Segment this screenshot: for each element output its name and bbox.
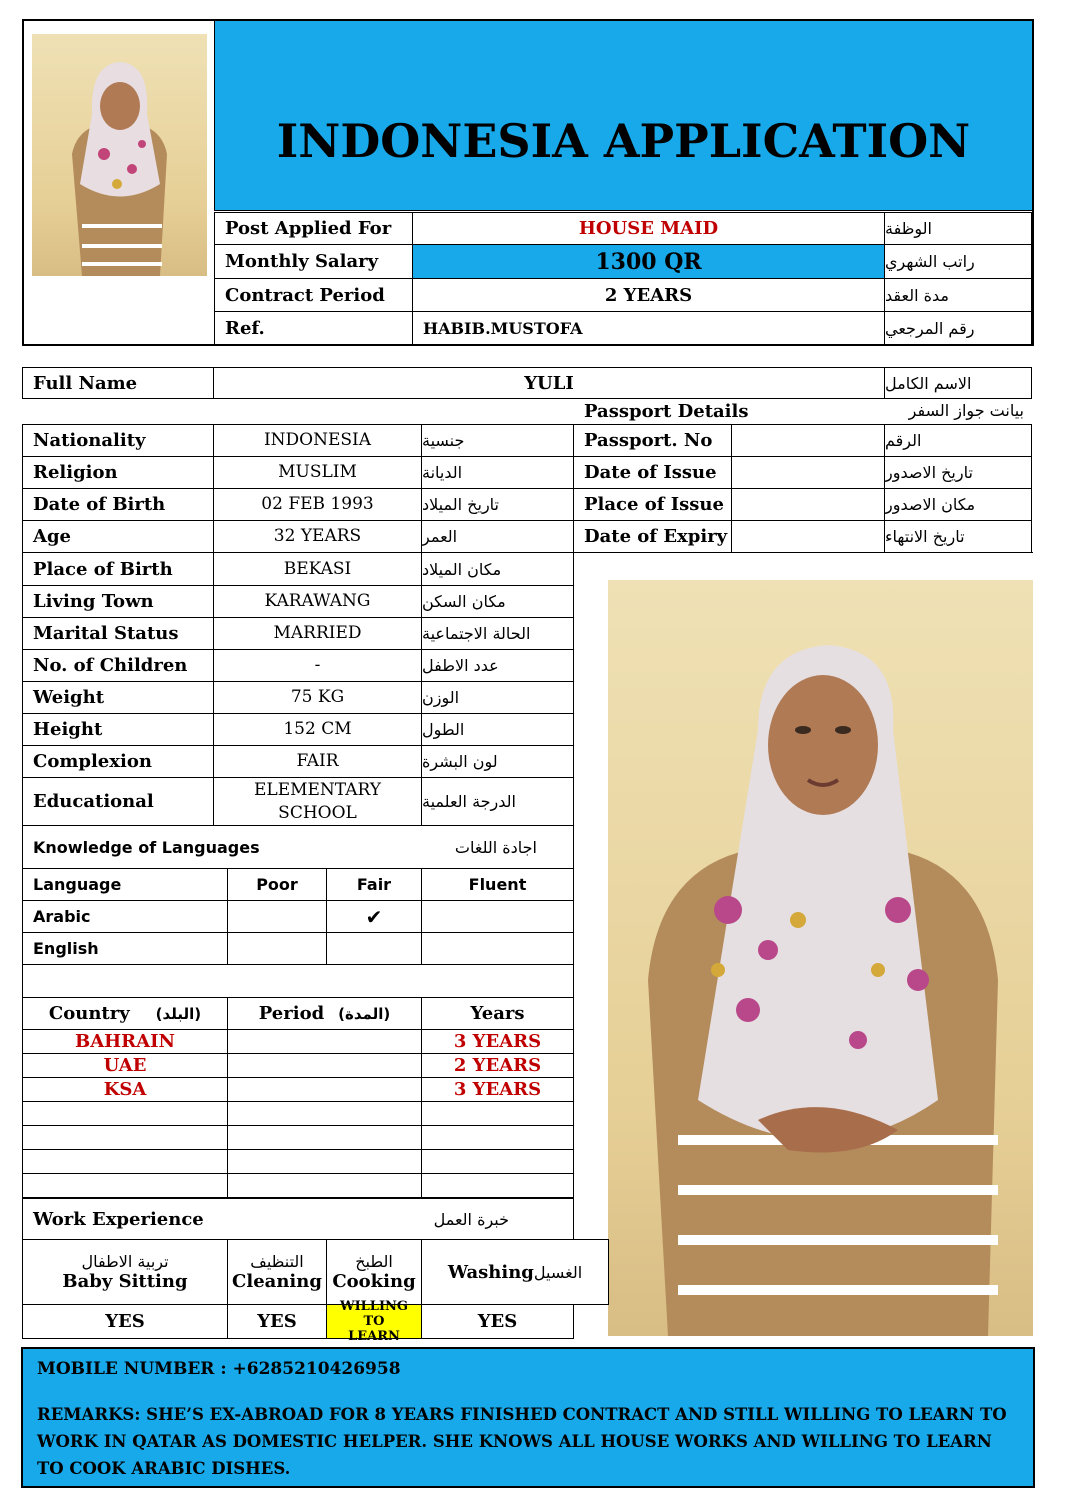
experience-empty-cell bbox=[421, 1101, 574, 1126]
personal-label-ar: الطول bbox=[421, 713, 574, 746]
personal-label: Nationality bbox=[22, 424, 214, 457]
passport-label-ar: مكان الاصدور bbox=[884, 488, 1032, 521]
work-skill-ar: الغسيل bbox=[533, 1262, 583, 1282]
experience-empty-cell bbox=[421, 1125, 574, 1150]
ref-value: HABIB.MUSTOFA bbox=[412, 311, 885, 346]
personal-label-ar: جنسية bbox=[421, 424, 574, 457]
work-skill-value: YES bbox=[421, 1304, 574, 1339]
work-skill-en: Cleaning bbox=[232, 1271, 322, 1292]
header-poor: Poor bbox=[227, 868, 327, 901]
period-header-label: Period bbox=[258, 1003, 325, 1024]
passport-label: Date of Expiry bbox=[573, 520, 732, 553]
personal-label-ar: الدرجة العلمية bbox=[421, 777, 574, 826]
personal-value: 75 KG bbox=[213, 681, 422, 714]
period-header-ar: (المدة) bbox=[338, 1004, 391, 1023]
page-title: INDONESIA APPLICATION bbox=[276, 113, 971, 168]
personal-label: No. of Children bbox=[22, 649, 214, 682]
personal-value: 32 YEARS bbox=[213, 520, 422, 553]
experience-empty-cell bbox=[22, 1149, 228, 1174]
experience-empty-cell bbox=[22, 1125, 228, 1150]
work-skill-value: YES bbox=[22, 1304, 228, 1339]
work-skill-header bbox=[326, 1239, 422, 1305]
language-poor bbox=[227, 900, 327, 933]
personal-value: MARRIED bbox=[213, 617, 422, 650]
experience-country: UAE bbox=[22, 1053, 228, 1078]
experience-period bbox=[227, 1077, 422, 1102]
work-skill-en: Baby Sitting bbox=[62, 1271, 188, 1292]
experience-country: BAHRAIN bbox=[22, 1029, 228, 1054]
personal-value: ELEMENTARY SCHOOL bbox=[213, 777, 422, 826]
personal-label-ar: لون البشرة bbox=[421, 745, 574, 778]
personal-label: Height bbox=[22, 713, 214, 746]
applicant-photo-large bbox=[608, 580, 1033, 1336]
header-fair: Fair bbox=[326, 868, 422, 901]
personal-label-ar: الوزن bbox=[421, 681, 574, 714]
personal-value: - bbox=[213, 649, 422, 682]
ref-label: Ref. bbox=[214, 311, 413, 346]
period-header bbox=[227, 997, 422, 1030]
experience-years: 2 YEARS bbox=[421, 1053, 574, 1078]
language-fair bbox=[326, 932, 422, 965]
passport-value bbox=[731, 424, 885, 457]
personal-label: Weight bbox=[22, 681, 214, 714]
salary-value: 1300 QR bbox=[412, 244, 885, 279]
personal-value: MUSLIM bbox=[213, 456, 422, 489]
languages-title-row bbox=[22, 825, 574, 869]
personal-value: BEKASI bbox=[213, 552, 422, 586]
experience-years: 3 YEARS bbox=[421, 1029, 574, 1054]
post-label: Post Applied For bbox=[214, 212, 413, 245]
contract-label: Contract Period bbox=[214, 278, 413, 312]
passport-label-ar: تاريخ الانتهاء bbox=[884, 520, 1032, 553]
personal-value: FAIR bbox=[213, 745, 422, 778]
personal-label-ar: العمر bbox=[421, 520, 574, 553]
language-name: Arabic bbox=[22, 900, 228, 933]
post-label-ar: الوظفة bbox=[884, 212, 1032, 245]
experience-period bbox=[227, 1029, 422, 1054]
country-header-ar: (البلد) bbox=[155, 1004, 202, 1023]
full-name-label: Full Name bbox=[22, 367, 214, 399]
work-title-row bbox=[22, 1198, 574, 1240]
ref-label-ar: رقم المرجعي bbox=[884, 311, 1032, 346]
personal-label: Living Town bbox=[22, 585, 214, 618]
personal-label: Marital Status bbox=[22, 617, 214, 650]
personal-label: Date of Birth bbox=[22, 488, 214, 521]
salary-label: Monthly Salary bbox=[214, 244, 413, 279]
personal-label-ar: الحالة الاجتماعية bbox=[421, 617, 574, 650]
passport-label-ar: تاريخ الاصدور bbox=[884, 456, 1032, 489]
work-title-ar: خبرة العمل bbox=[433, 1209, 509, 1229]
contract-label-ar: مدة العقد bbox=[884, 278, 1032, 312]
experience-empty-cell bbox=[227, 1101, 422, 1126]
mobile-number: MOBILE NUMBER : +6285210426958 bbox=[37, 1359, 401, 1379]
passport-value bbox=[731, 456, 885, 489]
header-language: Language bbox=[22, 868, 228, 901]
remarks-text: REMARKS: SHE’S EX-ABROAD FOR 8 YEARS FINISHED CONTRACT AND STILL WILLING TO LEARN TO WORK IN QATAR AS DOMESTIC HELPER. SHE KNOWS ALL HOUSE WORKS AND WILLING TO LEARN TO COOK ARABIC DISHES. bbox=[37, 1405, 1007, 1478]
personal-label: Educational bbox=[22, 777, 214, 826]
work-skill-header bbox=[227, 1239, 327, 1305]
work-skill-value: YES bbox=[227, 1304, 327, 1339]
personal-value: 02 FEB 1993 bbox=[213, 488, 422, 521]
work-skill-ar: التنظيف bbox=[250, 1252, 304, 1271]
work-skill-value: WILLING TO LEARN bbox=[326, 1304, 422, 1339]
language-fluent bbox=[421, 932, 574, 965]
experience-years: 3 YEARS bbox=[421, 1077, 574, 1102]
years-header: Years bbox=[421, 997, 574, 1030]
personal-value: 152 CM bbox=[213, 713, 422, 746]
passport-label-ar: الرقم bbox=[884, 424, 1032, 457]
passport-label: Place of Issue bbox=[573, 488, 732, 521]
language-name: English bbox=[22, 932, 228, 965]
language-fluent bbox=[421, 900, 574, 933]
contract-value: 2 YEARS bbox=[412, 278, 885, 312]
personal-label-ar: مكان السكن bbox=[421, 585, 574, 618]
passport-label: Passport. No bbox=[573, 424, 732, 457]
experience-period bbox=[227, 1053, 422, 1078]
header-fluent: Fluent bbox=[421, 868, 574, 901]
experience-empty-cell bbox=[22, 1173, 228, 1198]
personal-label-ar: تاريخ الميلاد bbox=[421, 488, 574, 521]
personal-label: Age bbox=[22, 520, 214, 553]
country-header bbox=[22, 997, 228, 1030]
work-skill-header bbox=[22, 1239, 228, 1305]
languages-title-ar: اجادة اللغات bbox=[454, 837, 537, 857]
passport-value bbox=[731, 488, 885, 521]
experience-empty-cell bbox=[227, 1125, 422, 1150]
personal-label: Religion bbox=[22, 456, 214, 489]
personal-label: Place of Birth bbox=[22, 552, 214, 586]
experience-empty-cell bbox=[227, 1149, 422, 1174]
passport-label: Date of Issue bbox=[573, 456, 732, 489]
full-name-label-ar: الاسم الكامل bbox=[884, 367, 1032, 399]
remarks-box bbox=[21, 1347, 1035, 1488]
experience-country: KSA bbox=[22, 1077, 228, 1102]
title-banner bbox=[214, 21, 1032, 211]
personal-label-ar: مكان الميلاد bbox=[421, 552, 574, 586]
personal-value: INDONESIA bbox=[213, 424, 422, 457]
personal-label: Complexion bbox=[22, 745, 214, 778]
experience-empty-cell bbox=[421, 1149, 574, 1174]
passport-value bbox=[731, 520, 885, 553]
language-poor bbox=[227, 932, 327, 965]
applicant-photo-small bbox=[32, 34, 207, 276]
experience-empty-cell bbox=[22, 1101, 228, 1126]
work-skill-header bbox=[421, 1239, 609, 1305]
salary-label-ar: راتب الشهري bbox=[884, 244, 1032, 279]
work-skill-en: Cooking bbox=[332, 1271, 416, 1292]
work-skill-en: Washing bbox=[447, 1261, 534, 1283]
passport-title: Passport Details bbox=[584, 401, 749, 422]
experience-empty-cell bbox=[421, 1173, 574, 1198]
post-value: HOUSE MAID bbox=[412, 212, 885, 245]
experience-empty-cell bbox=[227, 1173, 422, 1198]
passport-title-ar: بيانت جواز السفر bbox=[908, 401, 1024, 420]
work-skill-ar: تربية الاطفال bbox=[81, 1252, 169, 1271]
personal-label-ar: عدد الاطفل bbox=[421, 649, 574, 682]
work-title: Work Experience bbox=[33, 1208, 204, 1230]
personal-value: KARAWANG bbox=[213, 585, 422, 618]
country-header-label: Country bbox=[48, 1003, 130, 1024]
personal-label-ar: الديانة bbox=[421, 456, 574, 489]
languages-spacer-row bbox=[22, 964, 574, 998]
languages-title: Knowledge of Languages bbox=[33, 837, 260, 857]
work-skill-ar: الطبخ bbox=[355, 1252, 393, 1271]
full-name-value: YULI bbox=[213, 367, 885, 399]
language-fair: ✔ bbox=[326, 900, 422, 933]
